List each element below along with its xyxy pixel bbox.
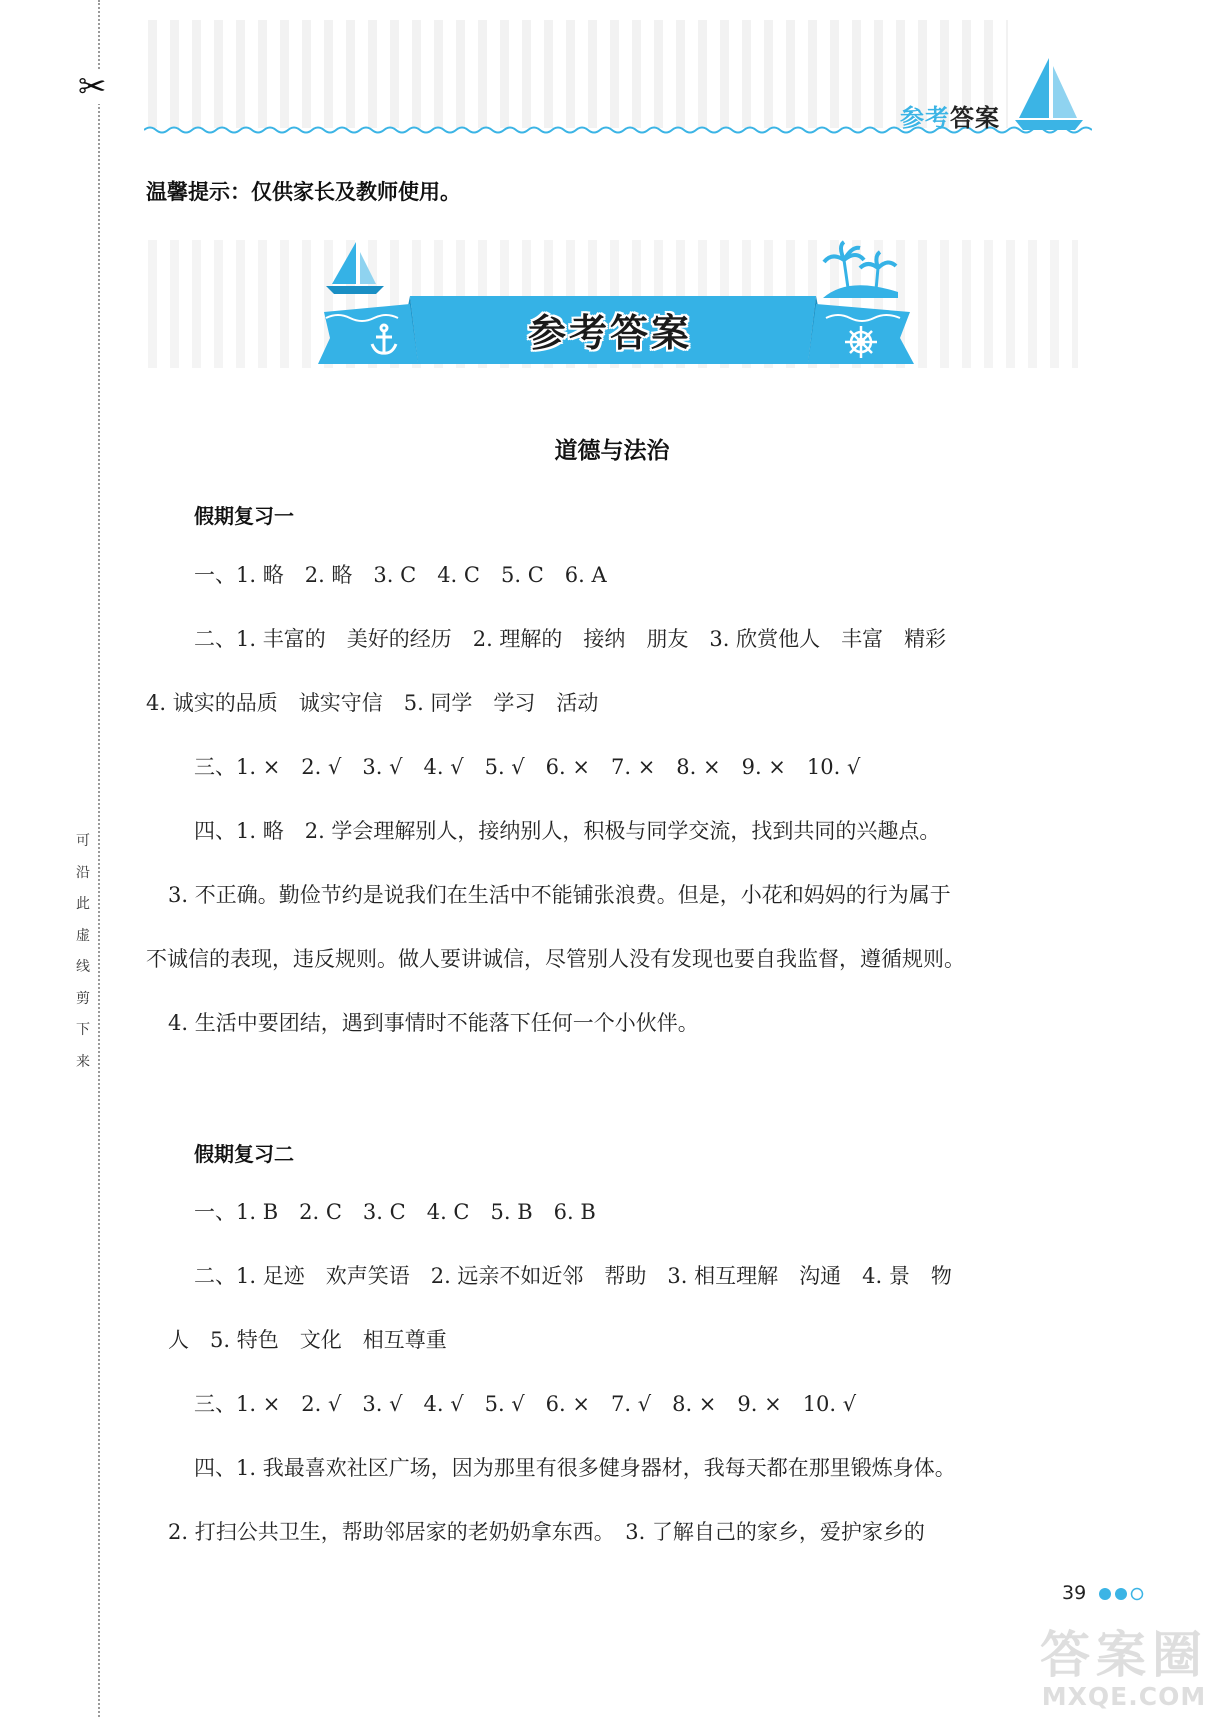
banner-title: 参考答案 [527, 311, 692, 355]
answer-line: 四、1. 我最喜欢社区广场，因为那里有很多健身器材，我每天都在那里锻炼身体。 [194, 1456, 956, 1480]
subject-title: 道德与法治 [554, 438, 670, 464]
answer-line: 一、1. 略 2. 略 3. C 4. C 5. C 6. A [194, 563, 607, 587]
page-dots-icon [1098, 1586, 1146, 1602]
tip-text: 温馨提示：仅供家长及教师使用。 [146, 180, 461, 204]
answer-line: 一、1. B 2. C 3. C 4. C 5. B 6. B [194, 1200, 596, 1224]
answer-line: 二、1. 足迹 欢声笑语 2. 远亲不如近邻 帮助 3. 相互理解 沟通 4. 景 物 [194, 1264, 952, 1288]
section-title-2: 假期复习二 [194, 1142, 294, 1166]
answer-line: 四、1. 略 2. 学会理解别人，接纳别人，积极与同学交流，找到共同的兴趣点。 [194, 819, 941, 843]
header-stripes [148, 20, 1008, 128]
answer-line: 人 5. 特色 文化 相互尊重 [168, 1328, 447, 1352]
page-number: 39 [1062, 1582, 1087, 1604]
answer-line: 3. 不正确。勤俭节约是说我们在生活中不能铺张浪费。但是，小花和妈妈的行为属于 [168, 883, 951, 907]
scissors-icon: ✂ [78, 67, 107, 107]
sailboat-icon [1015, 58, 1085, 132]
answer-line: 不诚信的表现，违反规则。做人要讲诚信，尽管别人没有发现也要自我监督，遵循规则。 [146, 947, 965, 971]
answer-line: 三、1. × 2. √ 3. √ 4. √ 5. √ 6. × 7. √ 8. × 9. × 10. √ [194, 1392, 857, 1416]
answer-line: 4. 生活中要团结，遇到事情时不能落下任何一个小伙伴。 [168, 1011, 699, 1035]
section-title-1: 假期复习一 [194, 504, 294, 528]
answer-line: 2. 打扫公共卫生，帮助邻居家的老奶奶拿东西。 3. 了解自己的家乡，爱护家乡的 [168, 1520, 925, 1544]
cut-line [98, 0, 100, 1717]
answer-line: 二、1. 丰富的 美好的经历 2. 理解的 接纳 朋友 3. 欣赏他人 丰富 精彩 [194, 627, 947, 651]
answer-line: 三、1. × 2. √ 3. √ 4. √ 5. √ 6. × 7. × 8. × 9. × 10. √ [194, 755, 861, 779]
answer-line: 4. 诚实的品质 诚实守信 5. 同学 学习 活动 [146, 691, 599, 715]
header-title: 参考答案 [900, 104, 1000, 132]
cut-instruction: 可沿此虚线剪下来 [76, 833, 90, 1070]
watermark: 答案圈 MXQE.COM [1040, 1626, 1208, 1711]
island-icon [823, 242, 898, 298]
